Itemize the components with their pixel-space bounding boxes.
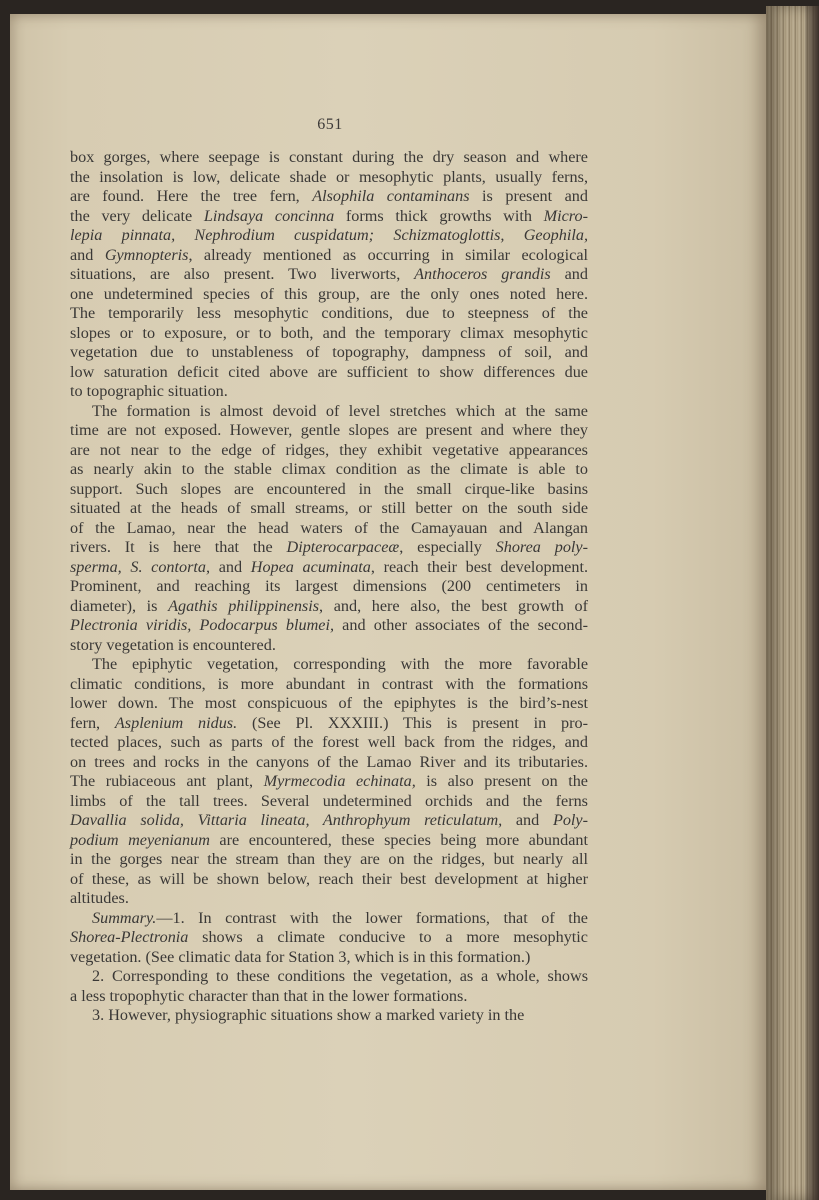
paragraph	[70, 967, 588, 1006]
italic-text: Summary.	[92, 908, 157, 927]
text-segment: and	[210, 557, 251, 576]
text-segment: The temporarily less mesophytic conditions, due to steepness of the	[70, 304, 588, 322]
text-line	[70, 402, 588, 422]
text-line	[70, 655, 588, 675]
text-segment: of the Lamao, near the head waters of the Camayauan and Alangan	[70, 518, 588, 537]
text-line	[70, 538, 588, 558]
text-line	[70, 148, 588, 168]
page-edges	[766, 6, 819, 1200]
text-segment: is present and	[469, 187, 588, 205]
text-segment: , and, here also, the best growth of	[319, 596, 588, 615]
text-line	[70, 850, 588, 870]
text-line	[70, 889, 588, 909]
text-segment: , reach their best development.	[370, 557, 589, 576]
text-segment: in the gorges near the stream than they are on the ridges, but nearly all	[70, 850, 588, 868]
text-line	[70, 441, 588, 461]
text-segment: on trees and rocks in the canyons of the Lamao River and its tributaries.	[70, 752, 588, 771]
text-line	[70, 265, 588, 285]
text-segment: situated at the heads of small streams, or still better on the south side	[70, 499, 588, 517]
text-segment: vegetation due to unstableness of topography, dampness of soil, and	[70, 343, 588, 361]
text-segment: Prominent, and reaching its largest dimensions (200 centimeters in	[70, 577, 588, 595]
text-line	[70, 285, 588, 305]
paragraph	[70, 655, 588, 909]
text-segment: time are not exposed. However, gentle slopes are present and where they	[70, 421, 588, 439]
text-line	[70, 616, 588, 636]
text-segment: lower down. The most conspicuous of the epiphytes is the bird’s-nest	[70, 694, 588, 712]
text-line	[70, 1006, 588, 1026]
text-segment: diameter), is	[70, 596, 169, 615]
text-segment: box gorges, where seepage is constant during the dry season and where	[70, 148, 588, 166]
text-segment: are found. Here the tree fern,	[70, 187, 313, 205]
text-line	[70, 499, 588, 519]
text-segment: is also present on the	[415, 772, 588, 790]
text-line	[70, 480, 588, 500]
text-segment: of these, as will be shown below, reach their best development at higher	[70, 869, 588, 888]
italic-text: Myrmecodia echinata,	[263, 772, 416, 790]
italic-text: Alsophila contaminans	[312, 187, 470, 205]
text-segment: shows a climate conducive to a more mesophytic	[188, 928, 588, 946]
italic-text: podium meyenianum	[70, 830, 210, 849]
text-segment: limbs of the tall trees. Several undetermined orchids and the ferns	[70, 791, 588, 810]
text-segment: tected places, such as parts of the forest well back from the ridges, and	[70, 733, 588, 751]
text-segment: support. Such slopes are encountered in the small cirque-like basins	[70, 479, 588, 498]
text-line	[70, 187, 588, 207]
text-line	[70, 636, 588, 656]
text-line	[70, 831, 588, 851]
text-segment: climatic conditions, is more abundant in contrast with the formations	[70, 674, 588, 693]
text-segment: , already mentioned as occurring in similar ecological	[188, 245, 589, 264]
italic-text: Plectronia viridis, Podocarpus blumei,	[70, 616, 334, 634]
text-line	[70, 558, 588, 578]
text-segment: forms thick growths with	[334, 206, 544, 225]
text-segment: and	[550, 265, 588, 283]
italic-text: Micro-	[543, 206, 588, 225]
italic-text: Anthoceros grandis	[414, 265, 551, 283]
text-segment: the insolation is low, delicate shade or mesophytic plants, usually ferns,	[70, 167, 588, 186]
paragraph	[70, 148, 588, 402]
text-line	[70, 870, 588, 890]
text-segment: the very delicate	[70, 206, 204, 225]
text-line	[70, 168, 588, 188]
text-line	[70, 304, 588, 324]
text-line	[70, 733, 588, 753]
text-segment: —1. In contrast with the lower formations, that of the	[156, 908, 588, 927]
italic-text: Shorea poly-	[495, 538, 588, 556]
text-line	[70, 753, 588, 773]
text-segment: The rubiaceous ant plant,	[70, 772, 264, 790]
italic-text: Agathis philippinensis	[168, 596, 320, 615]
italic-text: Gymnopteris	[104, 245, 189, 264]
text-segment: rivers. It is here that the	[70, 538, 287, 556]
italic-text: Shorea-Plectronia	[70, 928, 189, 946]
text-segment: story vegetation is encountered.	[70, 635, 276, 654]
text-segment: and	[70, 245, 105, 264]
text-segment: situations, are also present. Two liverworts,	[70, 265, 415, 283]
italic-text: Lindsaya concinna	[203, 206, 335, 225]
paragraph	[70, 1006, 588, 1026]
text-line	[70, 714, 588, 734]
text-segment: low saturation deficit cited above are sufficient to show differences due	[70, 362, 588, 381]
text-segment: and other associates of the second-	[334, 616, 588, 634]
text-line	[70, 811, 588, 831]
text-line	[70, 226, 588, 246]
italic-text: Dipterocarpaceæ	[286, 538, 400, 556]
text-line	[70, 460, 588, 480]
italic-text: Asplenium nidus.	[114, 713, 238, 732]
page-number: 651	[317, 116, 343, 133]
text-segment: The formation is almost devoid of level stretches which at the same	[92, 401, 588, 420]
text-line	[70, 207, 588, 227]
italic-text: Hopea acuminata	[250, 557, 371, 576]
paragraph	[70, 909, 588, 968]
text-segment: (See Pl. XXXIII.) This is present in pro-	[237, 713, 589, 732]
text-segment: vegetation. (See climatic data for Station 3, which is in this formation.)	[70, 947, 531, 966]
text-line	[70, 597, 588, 617]
text-line	[70, 519, 588, 539]
text-segment: one undetermined species of this group, are the only ones noted here.	[70, 284, 588, 303]
text-segment: are not near to the edge of ridges, they exhibit vegetative appearances	[70, 440, 588, 459]
italic-text: sperma, S. contorta,	[70, 557, 211, 576]
text-line	[70, 987, 588, 1007]
italic-text: Poly-	[552, 811, 588, 829]
text-line	[70, 675, 588, 695]
text-line	[70, 967, 588, 987]
text-line	[70, 421, 588, 441]
text-segment: 3. However, physiographic situations show a marked variety in the	[92, 1006, 525, 1024]
italic-text: lepia pinnata, Nephrodium cuspidatum; Schizmatoglottis, Geophila,	[70, 226, 588, 244]
text-segment: , especially	[399, 538, 496, 556]
paragraph	[70, 402, 588, 656]
text-line	[70, 577, 588, 597]
italic-text: Davallia solida, Vittaria lineata, Anthrophyum reticulatum,	[70, 811, 503, 829]
text-segment: The epiphytic vegetation, corresponding with the more favorable	[92, 655, 588, 673]
text-segment: as nearly akin to the stable climax condition as the climate is able to	[70, 460, 588, 478]
text-segment: slopes or to exposure, or to both, and the temporary climax mesophytic	[70, 323, 588, 342]
text-segment: to topographic situation.	[70, 382, 228, 400]
text-line	[70, 363, 588, 383]
text-segment: and	[502, 811, 553, 829]
text-line	[70, 909, 588, 929]
text-line	[70, 948, 588, 968]
text-segment: are encountered, these species being more abundant	[209, 830, 588, 849]
text-line	[70, 694, 588, 714]
text-line	[70, 792, 588, 812]
text-line	[70, 772, 588, 792]
text-segment: fern,	[70, 713, 115, 732]
text-segment: a less tropophytic character than that in the lower formations.	[70, 986, 468, 1005]
text-line	[70, 324, 588, 344]
text-line	[70, 928, 588, 948]
text-segment: altitudes.	[70, 889, 129, 907]
text-line	[70, 382, 588, 402]
text-line	[70, 343, 588, 363]
body-text	[70, 148, 588, 1026]
text-segment: 2. Corresponding to these conditions the vegetation, as a whole, shows	[92, 967, 588, 985]
text-line	[70, 246, 588, 266]
